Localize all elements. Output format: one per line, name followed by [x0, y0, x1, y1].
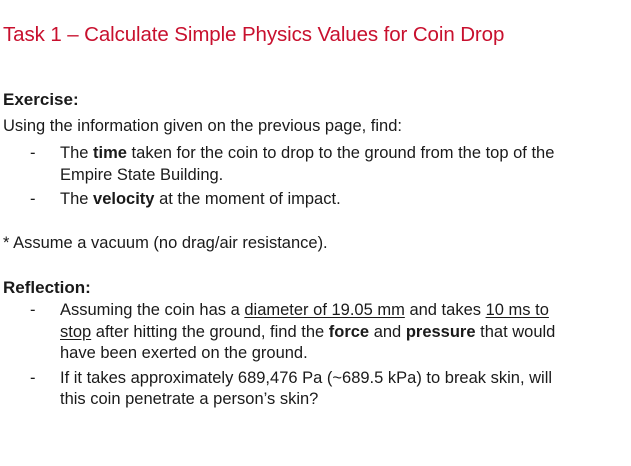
bullet-text: this coin penetrate a person’s skin?	[60, 390, 319, 408]
exercise-heading: Exercise:	[3, 90, 79, 109]
underlined-diameter: diameter of 19.05 mm	[244, 301, 405, 319]
bold-term-pressure: pressure	[405, 322, 476, 341]
bullet-dash: -	[30, 368, 36, 387]
reflection-heading: Reflection:	[3, 278, 91, 297]
exercise-bullet-time	[0, 143, 554, 186]
exercise-bullet-velocity	[0, 189, 554, 211]
reflection-bullet-list	[0, 300, 555, 411]
bullet-text: The	[60, 144, 94, 162]
bold-term-velocity: velocity	[93, 190, 155, 208]
bullet-text: If it takes approximately 689,476 Pa (~689.5 kPa) to break skin, will	[60, 368, 553, 387]
bullet-text: taken for the coin to drop to the ground from the top of the	[126, 144, 555, 162]
bullet-dash: -	[30, 144, 36, 162]
bullet-text: and takes	[404, 301, 486, 319]
bold-term-time: time	[93, 144, 127, 162]
bullet-text: have been exerted on the ground.	[60, 344, 308, 362]
bullet-text: that would	[475, 322, 556, 341]
reflection-bullet-force-pressure	[0, 300, 555, 365]
bullet-text: and	[369, 322, 406, 341]
exercise-intro: Using the information given on the previous page, find:	[3, 117, 402, 135]
bullet-text: Assuming the coin has a	[60, 301, 245, 319]
exercise-bullet-list	[0, 143, 554, 211]
underlined-stop-time: 10 ms to	[485, 301, 549, 319]
bullet-text: after hitting the ground, find the	[91, 322, 329, 341]
reflection-bullet-skin	[0, 368, 555, 411]
bold-term-force: force	[328, 322, 370, 341]
underlined-stop: stop	[60, 322, 92, 341]
bullet-text: at the moment of impact.	[154, 190, 341, 208]
bullet-text: The	[60, 190, 94, 208]
bullet-dash: -	[30, 190, 36, 208]
vacuum-note: * Assume a vacuum (no drag/air resistance).	[3, 234, 328, 252]
page-title: Task 1 – Calculate Simple Physics Values for Coin Drop	[3, 23, 505, 46]
bullet-text: Empire State Building.	[60, 165, 224, 184]
bullet-dash: -	[30, 301, 36, 319]
